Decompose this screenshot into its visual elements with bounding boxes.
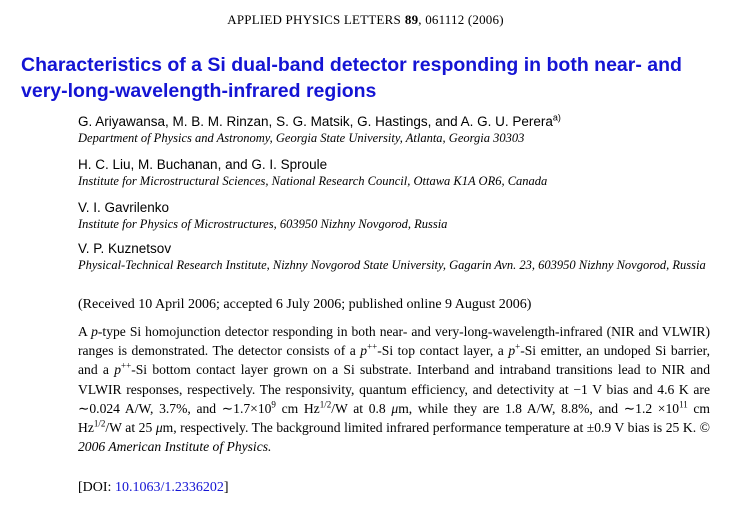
author-group-2 (78, 156, 718, 190)
footnote-mark: a) (552, 112, 561, 123)
copyright-line: 2006 American Institute of Physics. (78, 439, 272, 455)
author-affiliation: Institute for Physics of Microstructures, 603950 Nizhny Novgorod, Russia (78, 217, 448, 231)
doi-line: [DOI: 10.1063/1.2336202] (78, 480, 229, 495)
author-names: V. P. Kuznetsov (78, 241, 172, 256)
paper-title: Characteristics of a Si dual-band detector responding in both near- and very-long-wavelength-infrared regions (21, 54, 682, 102)
journal-header: APPLIED PHYSICS LETTERS 89, 061112 (2006) (227, 12, 504, 27)
author-names: H. C. Liu, M. Buchanan, and G. I. Sproule (78, 157, 328, 172)
author-affiliation: Institute for Microstructural Sciences, National Research Council, Ottawa K1A OR6, Canada (78, 174, 548, 188)
author-names: G. Ariyawansa, M. B. M. Rinzan, S. G. Matsik, G. Hastings, and A. G. U. Perera$^{a)}$ (78, 112, 561, 129)
journal-name: APPLIED PHYSICS LETTERS (227, 12, 401, 27)
author-affiliation: Department of Physics and Astronomy, Georgia State University, Atlanta, Georgia 30303 (78, 131, 525, 145)
abstract: A p-type Si homojunction detector responding in both near- and very-long-wavelength-infrared (NIR and VLWIR) ranges is demonstrated. The detector consists of a p++-Si top contact layer, a p+-Si emitter, an undoped Si barrier, and a p++-Si bottom contact layer grown on a Si substrate. Interband and intraband transitions lead to NIR and VLWIR responses, respectively. The responsivity, quantum efficiency, and detectivity at −1 V bias and 4.6 K are ∼0.024 A/W, 3.7%, and $\sim 1.7\times 10^9$ cm $Hz^{1/2}/W$ at 0.8 μm, while they are 1.8 A/W, 8.8%, and ∼1.2 $\times 10^{11}$ cm $Hz^{1/2}/W$ at 25 μm, respectively. The background limited infrared performance temperature at ±0.9 V bias is 25 K. © 2006 American Institute of Physics. (78, 324, 711, 455)
received-dates: (Received 10 April 2006; accepted 6 July 2006; published online 9 August 2006) (78, 297, 532, 312)
journal-citation: 061112 (2006) (425, 12, 504, 27)
author-names: V. I. Gavrilenko (78, 200, 170, 215)
author-affiliation: Physical-Technical Research Institute, Nizhny Novgorod State University, Gagarin Avn. 23, 603950 Nizhny Novgorod, Russia (78, 258, 706, 272)
doi-label: DOI: (82, 480, 112, 495)
author-group-3 (78, 199, 718, 233)
author-group-4 (78, 240, 718, 274)
journal-volume: 89 (404, 12, 419, 27)
doi-link[interactable]: 10.1063/1.2336202 (114, 480, 224, 495)
author-group-1 (78, 113, 718, 147)
